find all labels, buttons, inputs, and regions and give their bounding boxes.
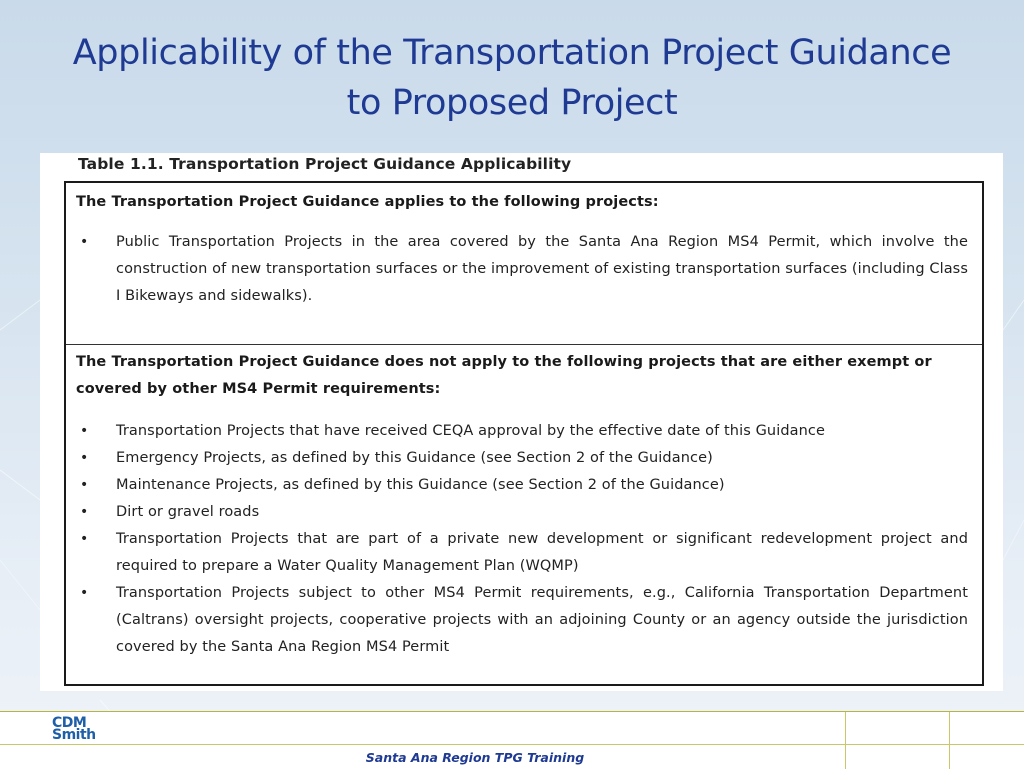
list-item-text: Transportation Projects subject to other MS4 Permit requirements, e.g., California Transportation Department (Caltrans) oversight projects, cooperative projects with an adjoining County or an agency outside the jurisdiction covered by the Santa Ana Region MS4 Permit	[116, 585, 968, 655]
applies-list	[76, 229, 968, 310]
guidance-table-figure	[40, 153, 1003, 691]
bullet-icon: •	[80, 423, 89, 439]
not-applies-heading: The Transportation Project Guidance does not apply to the following projects that are either exempt or covered by other MS4 Permit requirements:	[76, 354, 932, 397]
list-item-text: Public Transportation Projects in the area covered by the Santa Ana Region MS4 Permit, which involve the construction of new transportation surfaces or the improvement of existing transportation surfaces (including Class I Bikeways and sidewalks).	[116, 234, 968, 304]
footer-rule	[0, 744, 1024, 745]
list-item-text: Emergency Projects, as defined by this Guidance (see Section 2 of the Guidance)	[116, 450, 713, 466]
list-item	[76, 418, 968, 445]
logo-text-line-1: CDM	[52, 715, 87, 731]
list-item-text: Transportation Projects that are part of a private new development or significant redevelopment project and required to prepare a Water Quality Management Plan (WQMP)	[116, 531, 968, 574]
not-applies-list	[76, 418, 968, 661]
guidance-table	[64, 181, 984, 686]
footer-caption: Santa Ana Region TPG Training	[365, 750, 585, 765]
cdm-smith-logo	[52, 717, 110, 741]
not-applies-section	[66, 345, 982, 684]
list-item-text: Transportation Projects that have received CEQA approval by the effective date of this Guidance	[116, 423, 825, 439]
list-item	[76, 472, 968, 499]
list-item	[76, 580, 968, 661]
footer	[0, 711, 1024, 769]
bullet-icon: •	[80, 234, 89, 250]
list-item	[76, 499, 968, 526]
list-item	[76, 526, 968, 580]
list-item-text: Dirt or gravel roads	[116, 504, 260, 520]
bullet-icon: •	[80, 477, 89, 493]
list-item	[76, 445, 968, 472]
bullet-icon: •	[80, 531, 89, 547]
bullet-icon: •	[80, 450, 89, 466]
bullet-icon: •	[80, 504, 89, 520]
applies-heading: The Transportation Project Guidance applies to the following projects:	[76, 194, 659, 210]
list-item	[76, 229, 968, 310]
slide-title-line-1: Applicability of the Transportation Project Guidance	[72, 33, 952, 73]
list-item-text: Maintenance Projects, as defined by this Guidance (see Section 2 of the Guidance)	[116, 477, 725, 493]
slide-title	[20, 28, 1004, 128]
table-caption: Table 1.1. Transportation Project Guidance Applicability	[78, 155, 572, 173]
applies-section	[66, 183, 982, 345]
slide-title-line-2: to Proposed Project	[346, 83, 678, 123]
logo-text-line-2: Smith	[52, 727, 96, 743]
bullet-icon: •	[80, 585, 89, 601]
